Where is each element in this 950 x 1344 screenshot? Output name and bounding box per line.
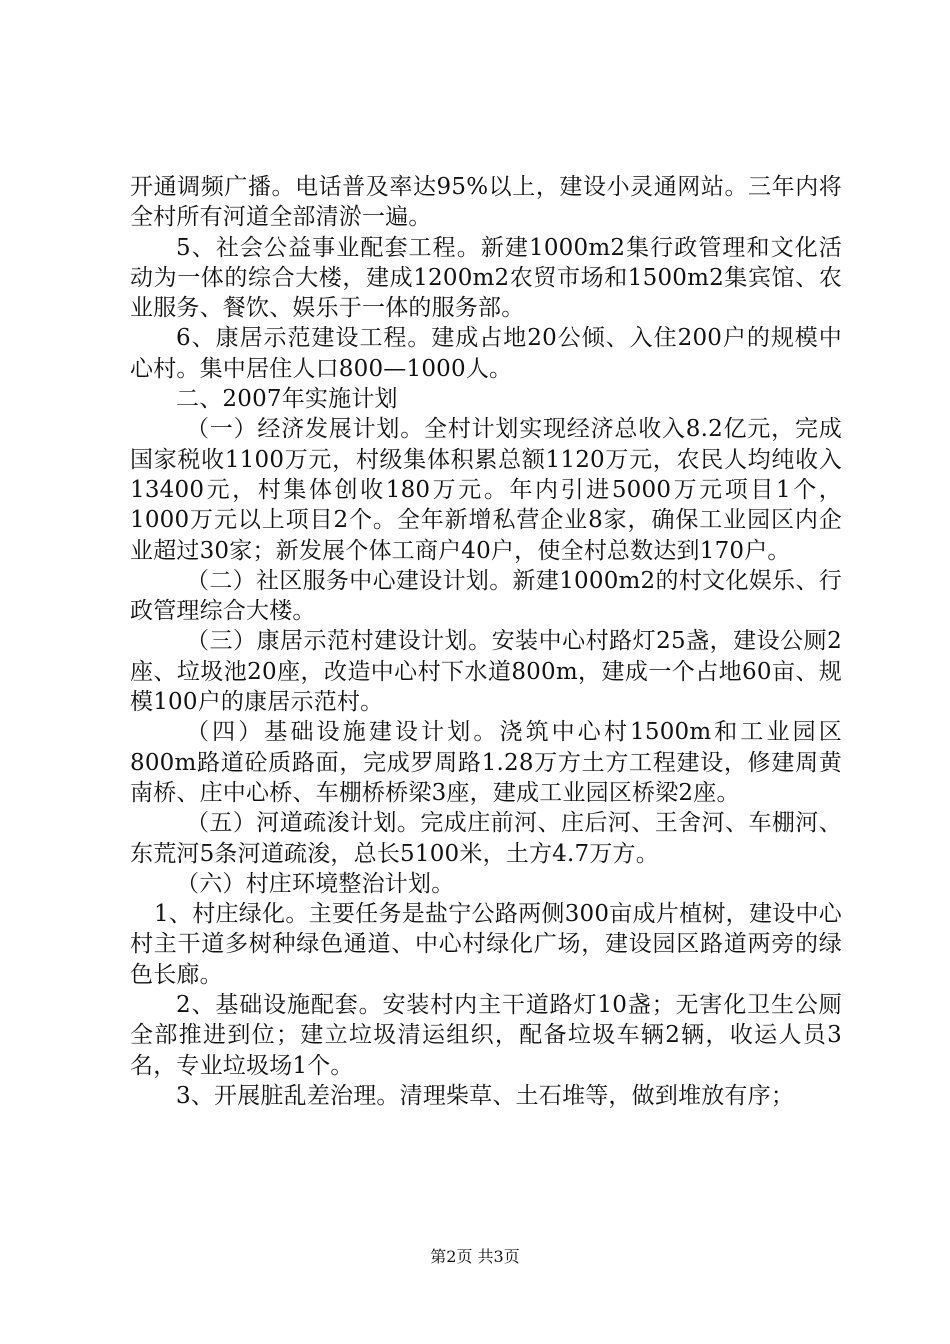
- paragraph-facilities: 2、基础设施配套。安装村内主干道路灯10盏；无害化卫生公厕全部推进到位；建立垃圾清运组织，配备垃圾车辆2辆，收运人员3名，专业垃圾场1个。: [130, 992, 842, 1079]
- page-footer: 第2页 共3页: [430, 1247, 520, 1266]
- paragraph-economic-plan: （一）经济发展计划。全村计划实现经济总收入8.2亿元，完成国家税收1100万元，村级集体积累总额1120万元，农民人均纯收入13400元，村集体创收180万元。年内引进5000万元项目1个，1000万元以上项目2个。全年新增私营企业8家，确保工业园区内企业超过30家；新发展个体工商户40户，使全村总数达到170户。: [130, 416, 842, 564]
- section-heading-2007-plan: 二、2007年实施计划: [176, 386, 398, 413]
- paragraph-environment-heading: （六）村庄环境整治计划。: [176, 870, 455, 897]
- paragraph-public-welfare: 5、社会公益事业配套工程。新建1000m2集行政管理和文化活动为一体的综合大楼，建成1200m2农贸市场和1500m2集宾馆、农业服务、餐饮、娱乐于一体的服务部。: [130, 234, 842, 322]
- paragraph-greening: 1、村庄绿化。主要任务是盐宁公路两侧300亩成片植树，建设中心村主干道多树种绿色通道、中心村绿化广场，建设园区路道两旁的绿色长廊。: [130, 901, 842, 988]
- paragraph-community-center: （二）社区服务中心建设计划。新建1000m2的村文化娱乐、行政管理综合大楼。: [130, 567, 842, 625]
- paragraph-infrastructure-plan: （四）基础设施建设计划。浇筑中心村1500m和工业园区800m路道砼质路面，完成罗周路1.28万方土方工程建设，修建周黄南桥、庄中心桥、车棚桥桥梁3座，建成工业园区桥梁2座。: [130, 719, 842, 806]
- paragraph-model-village: 6、康居示范建设工程。建成占地20公倾、入住200户的规模中心村。集中居住人口800—1000人。: [130, 325, 842, 382]
- paragraph-continuation: 开通调频广播。电话普及率达95%以上，建设小灵通网站。三年内将全村所有河道全部清淤一遍。: [130, 174, 842, 231]
- paragraph-river-dredging: （五）河道疏浚计划。完成庄前河、庄后河、王舍河、车棚河、东荒河5条河道疏浚，总长5100米，土方4.7万方。: [130, 810, 842, 867]
- document-body: [130, 172, 842, 1111]
- paragraph-model-village-plan: （三）康居示范村建设计划。安装中心村路灯25盏，建设公厕2座、垃圾池20座，改造中心村下水道800m，建成一个占地60亩、规模100户的康居示范村。: [130, 628, 842, 716]
- paragraph-cleanup: 3、开展脏乱差治理。清理柴草、土石堆等，做到堆放有序；: [176, 1082, 795, 1109]
